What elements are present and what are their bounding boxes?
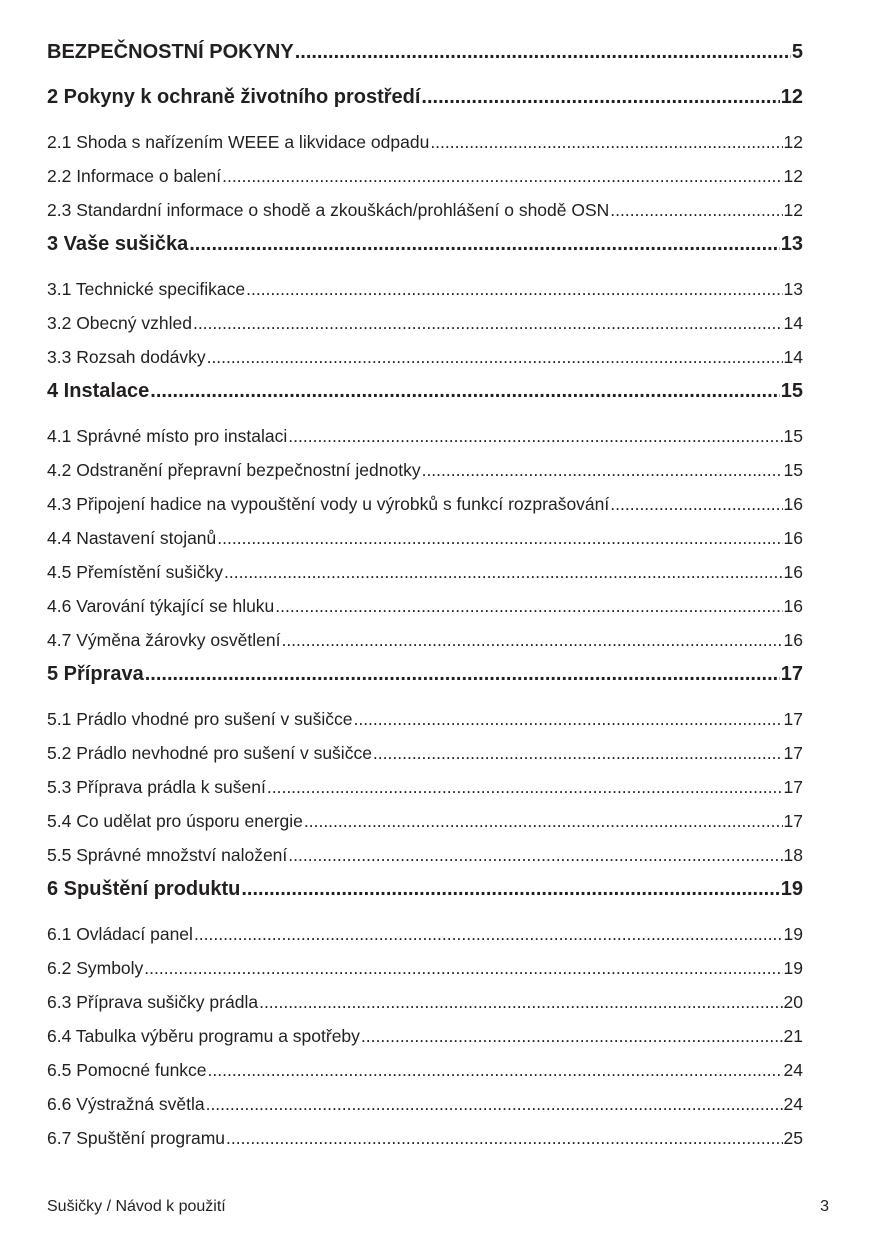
toc-section-entry[interactable] [47,309,803,338]
toc-section-entry[interactable] [47,592,803,621]
toc-dot-leader [194,920,783,949]
toc-dot-leader [610,196,782,225]
toc-entry-title: 4 Instalace [47,380,150,402]
toc-entry-title: 3 Vaše sušička [47,233,189,255]
toc-dot-leader [610,490,782,519]
toc-entry-title: 5.3 Příprava prádla k sušení [47,777,266,797]
toc-chapter-entry[interactable] [47,230,803,259]
table-of-contents [47,38,803,1153]
toc-section-entry[interactable] [47,841,803,870]
toc-entry-title: 4.1 Správné místo pro instalaci [47,426,288,446]
toc-entry-title: 3.2 Obecný vzhled [47,313,192,333]
toc-section-entry[interactable] [47,422,803,451]
toc-dot-leader [275,592,782,621]
toc-dot-leader [353,705,782,734]
toc-entry-page: 24 [783,1094,803,1114]
toc-entry-page: 12 [783,132,803,152]
toc-dot-leader [373,739,783,768]
toc-section-entry[interactable] [47,807,803,836]
toc-entry-page: 15 [783,460,803,480]
toc-entry-title: 6.1 Ovládací panel [47,924,193,944]
toc-entry-page: 19 [783,958,803,978]
toc-section-entry[interactable] [47,490,803,519]
toc-dot-leader [189,230,780,259]
toc-entry-page: 16 [783,630,803,650]
toc-section-entry[interactable] [47,1056,803,1085]
toc-entry-title: 5 Příprava [47,663,144,685]
page-footer [47,1198,829,1216]
toc-entry-page: 18 [783,845,803,865]
toc-entry-page: 20 [783,992,803,1012]
toc-dot-leader [281,626,782,655]
page-number: 3 [820,1198,829,1215]
toc-dot-leader [421,83,779,112]
toc-entry-title: 6.5 Pomocné funkce [47,1060,207,1080]
toc-dot-leader [304,807,783,836]
toc-section-entry[interactable] [47,524,803,553]
toc-section-entry[interactable] [47,196,803,225]
toc-entry-title: 2.1 Shoda s nařízením WEEE a likvidace odpadu [47,132,430,152]
toc-entry-page: 19 [783,924,803,944]
toc-entry-title: 4.3 Připojení hadice na vypouštění vody u výrobků s funkcí rozprašování [47,494,610,514]
toc-dot-leader [430,128,782,157]
toc-entry-page: 17 [783,709,803,729]
toc-entry-page: 15 [783,426,803,446]
toc-entry-title: BEZPEČNOSTNÍ POKYNY [47,41,294,63]
toc-entry-page: 12 [783,200,803,220]
toc-entry-page: 17 [780,663,803,685]
toc-dot-leader [145,660,780,689]
toc-entry-title: 6.4 Tabulka výběru programu a spotřeby [47,1026,360,1046]
toc-chapter-entry[interactable] [47,83,803,112]
toc-dot-leader [267,773,783,802]
toc-entry-page: 17 [783,811,803,831]
toc-chapter-entry[interactable] [47,660,803,689]
toc-spacer [47,904,803,920]
toc-entry-page: 12 [783,166,803,186]
toc-entry-page: 13 [783,279,803,299]
toc-spacer [47,406,803,422]
toc-entry-page: 15 [780,380,803,402]
toc-dot-leader [246,275,782,304]
toc-section-entry[interactable] [47,920,803,949]
toc-dot-leader [422,456,783,485]
toc-entry-page: 16 [783,494,803,514]
toc-entry-title: 6.2 Symboly [47,958,144,978]
toc-entry-page: 17 [783,777,803,797]
toc-entry-title: 6.7 Spuštění programu [47,1128,226,1148]
toc-dot-leader [206,1090,783,1119]
toc-section-entry[interactable] [47,162,803,191]
toc-section-entry[interactable] [47,456,803,485]
toc-entry-title: 6 Spuštění produktu [47,878,241,900]
toc-section-entry[interactable] [47,1022,803,1051]
toc-entry-page: 19 [780,878,803,900]
toc-section-entry[interactable] [47,773,803,802]
toc-spacer [47,112,803,128]
toc-section-entry[interactable] [47,1124,803,1153]
toc-spacer [47,67,803,83]
toc-entry-page: 16 [783,562,803,582]
toc-dot-leader [288,422,782,451]
toc-entry-page: 5 [791,41,803,63]
toc-dot-leader [361,1022,783,1051]
toc-entry-page: 16 [783,528,803,548]
toc-dot-leader [224,558,782,587]
toc-entry-page: 14 [783,347,803,367]
toc-dot-leader [241,875,779,904]
toc-chapter-entry[interactable] [47,38,803,67]
toc-section-entry[interactable] [47,954,803,983]
toc-entry-title: 5.4 Co udělat pro úsporu energie [47,811,303,831]
toc-chapter-entry[interactable] [47,875,803,904]
toc-entry-page: 25 [783,1128,803,1148]
toc-entry-title: 6.6 Výstražná světla [47,1094,205,1114]
toc-dot-leader [207,343,783,372]
toc-entry-title: 4.7 Výměna žárovky osvětlení [47,630,281,650]
toc-dot-leader [222,162,782,191]
toc-section-entry[interactable] [47,739,803,768]
toc-entry-title: 4.5 Přemístění sušičky [47,562,224,582]
toc-section-entry[interactable] [47,275,803,304]
toc-section-entry[interactable] [47,558,803,587]
toc-dot-leader [144,954,782,983]
toc-entry-title: 2.3 Standardní informace o shodě a zkouškách/prohlášení o shodě OSN [47,200,610,220]
toc-section-entry[interactable] [47,128,803,157]
toc-dot-leader [295,38,791,67]
toc-dot-leader [217,524,782,553]
toc-entry-title: 5.5 Správné množství naložení [47,845,288,865]
toc-entry-page: 24 [783,1060,803,1080]
toc-section-entry[interactable] [47,626,803,655]
toc-entry-title: 5.1 Prádlo vhodné pro sušení v sušičce [47,709,353,729]
footer-title: Sušičky / Návod k použití [47,1198,226,1215]
toc-entry-title: 3.3 Rozsah dodávky [47,347,206,367]
toc-entry-page: 17 [783,743,803,763]
toc-entry-page: 12 [780,86,803,108]
toc-chapter-entry[interactable] [47,377,803,406]
toc-dot-leader [150,377,779,406]
toc-dot-leader [193,309,783,338]
toc-entry-page: 13 [780,233,803,255]
toc-dot-leader [226,1124,783,1153]
toc-dot-leader [288,841,782,870]
toc-entry-title: 4.2 Odstranění přepravní bezpečnostní jednotky [47,460,421,480]
toc-entry-title: 2.2 Informace o balení [47,166,222,186]
toc-spacer [47,259,803,275]
toc-section-entry[interactable] [47,705,803,734]
toc-entry-page: 14 [783,313,803,333]
toc-entry-title: 4.4 Nastavení stojanů [47,528,217,548]
toc-dot-leader [259,988,782,1017]
toc-entry-page: 21 [783,1026,803,1046]
toc-section-entry[interactable] [47,343,803,372]
toc-section-entry[interactable] [47,1090,803,1119]
toc-entry-title: 3.1 Technické specifikace [47,279,246,299]
toc-spacer [47,689,803,705]
toc-entry-title: 5.2 Prádlo nevhodné pro sušení v sušičce [47,743,372,763]
toc-dot-leader [208,1056,783,1085]
toc-section-entry[interactable] [47,988,803,1017]
toc-entry-title: 6.3 Příprava sušičky prádla [47,992,259,1012]
toc-entry-title: 2 Pokyny k ochraně životního prostředí [47,86,421,108]
toc-entry-title: 4.6 Varování týkající se hluku [47,596,275,616]
toc-entry-page: 16 [783,596,803,616]
